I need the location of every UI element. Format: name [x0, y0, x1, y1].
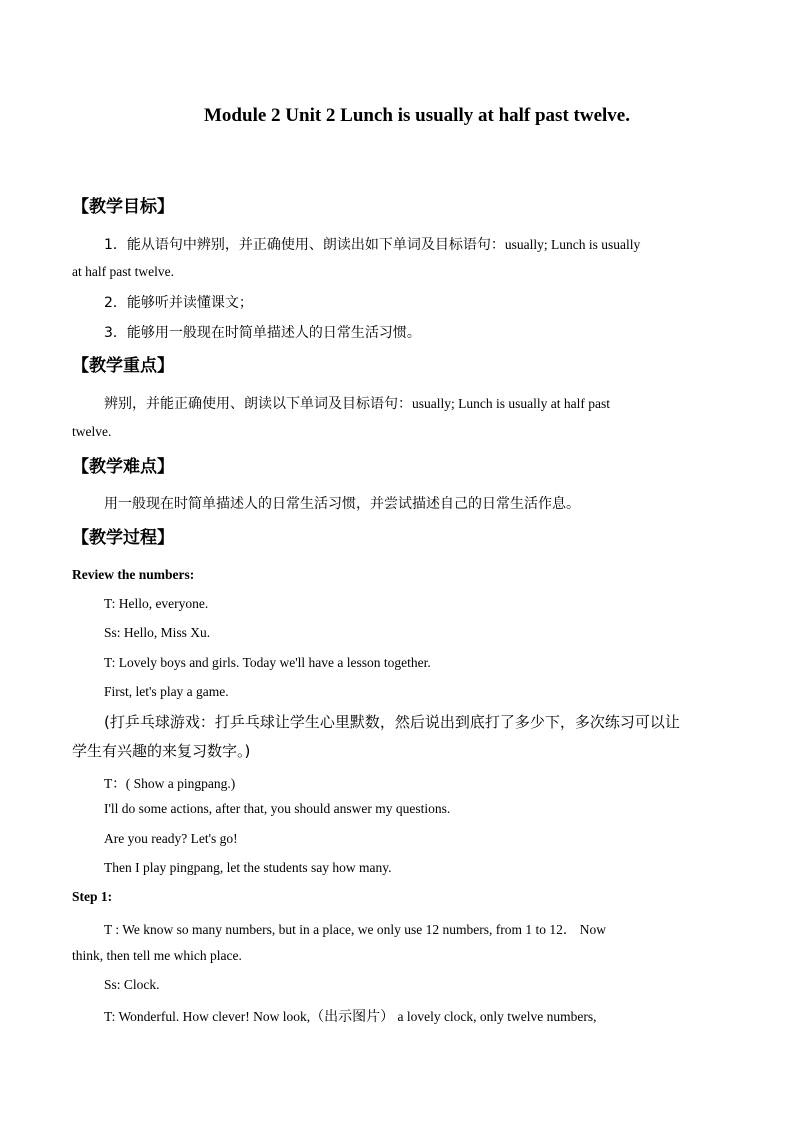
- process-line-actions: I'll do some actions, after that, you should answer my questions.: [104, 801, 451, 816]
- key-points-cn: 辨别，并能正确使用、朗读以下单词及目标语句：: [104, 396, 412, 412]
- objective-item-1-line-2: at half past twelve.: [72, 264, 174, 279]
- review-line-1: T: Hello, everyone.: [104, 596, 209, 611]
- process-line-ready: Are you ready? Let's go!: [104, 831, 238, 846]
- review-line-4: First, let's play a game.: [104, 684, 229, 699]
- objective-item-1-en: usually; Lunch is usually: [504, 237, 641, 252]
- game-note-line-2: 学生有兴趣的来复习数字。): [72, 742, 251, 760]
- heading-difficulties: 【教学难点】: [72, 457, 174, 477]
- step1-line-2: think, then tell me which place.: [72, 948, 242, 963]
- process-line-show: T：( Show a pingpang.): [104, 776, 236, 791]
- heading-process: 【教学过程】: [72, 528, 174, 548]
- step1-line-4-b: a lovely clock, only twelve numbers,: [394, 1009, 597, 1024]
- key-points-line-1: [104, 393, 610, 413]
- objective-item-1-line-1: [104, 234, 640, 254]
- step1-line-4: [104, 1006, 597, 1026]
- page-title: Module 2 Unit 2 Lunch is usually at half past twelve.: [204, 105, 630, 126]
- review-label: Review the numbers:: [72, 567, 195, 582]
- process-line-pingpang: Then I play pingpang, let the students say how many.: [104, 860, 392, 875]
- objective-item-2: 2．能够听并读懂课文；: [104, 295, 253, 311]
- step1-line-4-cn: （出示图片）: [310, 1009, 395, 1025]
- heading-objectives: 【教学目标】: [72, 197, 174, 217]
- step1-line-3: Ss: Clock.: [104, 977, 160, 992]
- heading-key-points: 【教学重点】: [72, 356, 174, 376]
- key-points-line-2: twelve.: [72, 424, 112, 439]
- key-points-en: usually; Lunch is usually at half past: [412, 396, 610, 411]
- game-note-line-1: (打乒乓球游戏：打乒乓球让学生心里默数，然后说出到底打了多少下，多次练习可以让: [104, 713, 680, 731]
- objective-item-1-cn: 1．能从语句中辨别，并正确使用、朗读出如下单词及目标语句：: [104, 237, 505, 253]
- difficulties-line-1: 用一般现在时简单描述人的日常生活习惯，并尝试描述自己的日常生活作息。: [104, 496, 580, 512]
- review-line-3: T: Lovely boys and girls. Today we'll have a lesson together.: [104, 655, 431, 670]
- step1-line-1: T : We know so many numbers, but in a place, we only use 12 numbers, from 1 to 12． Now: [104, 922, 606, 937]
- review-line-2: Ss: Hello, Miss Xu.: [104, 625, 211, 640]
- step1-label: Step 1:: [72, 889, 113, 904]
- objective-item-3: 3．能够用一般现在时简单描述人的日常生活习惯。: [104, 325, 421, 341]
- step1-line-4-a: T: Wonderful. How clever! Now look,: [104, 1009, 311, 1024]
